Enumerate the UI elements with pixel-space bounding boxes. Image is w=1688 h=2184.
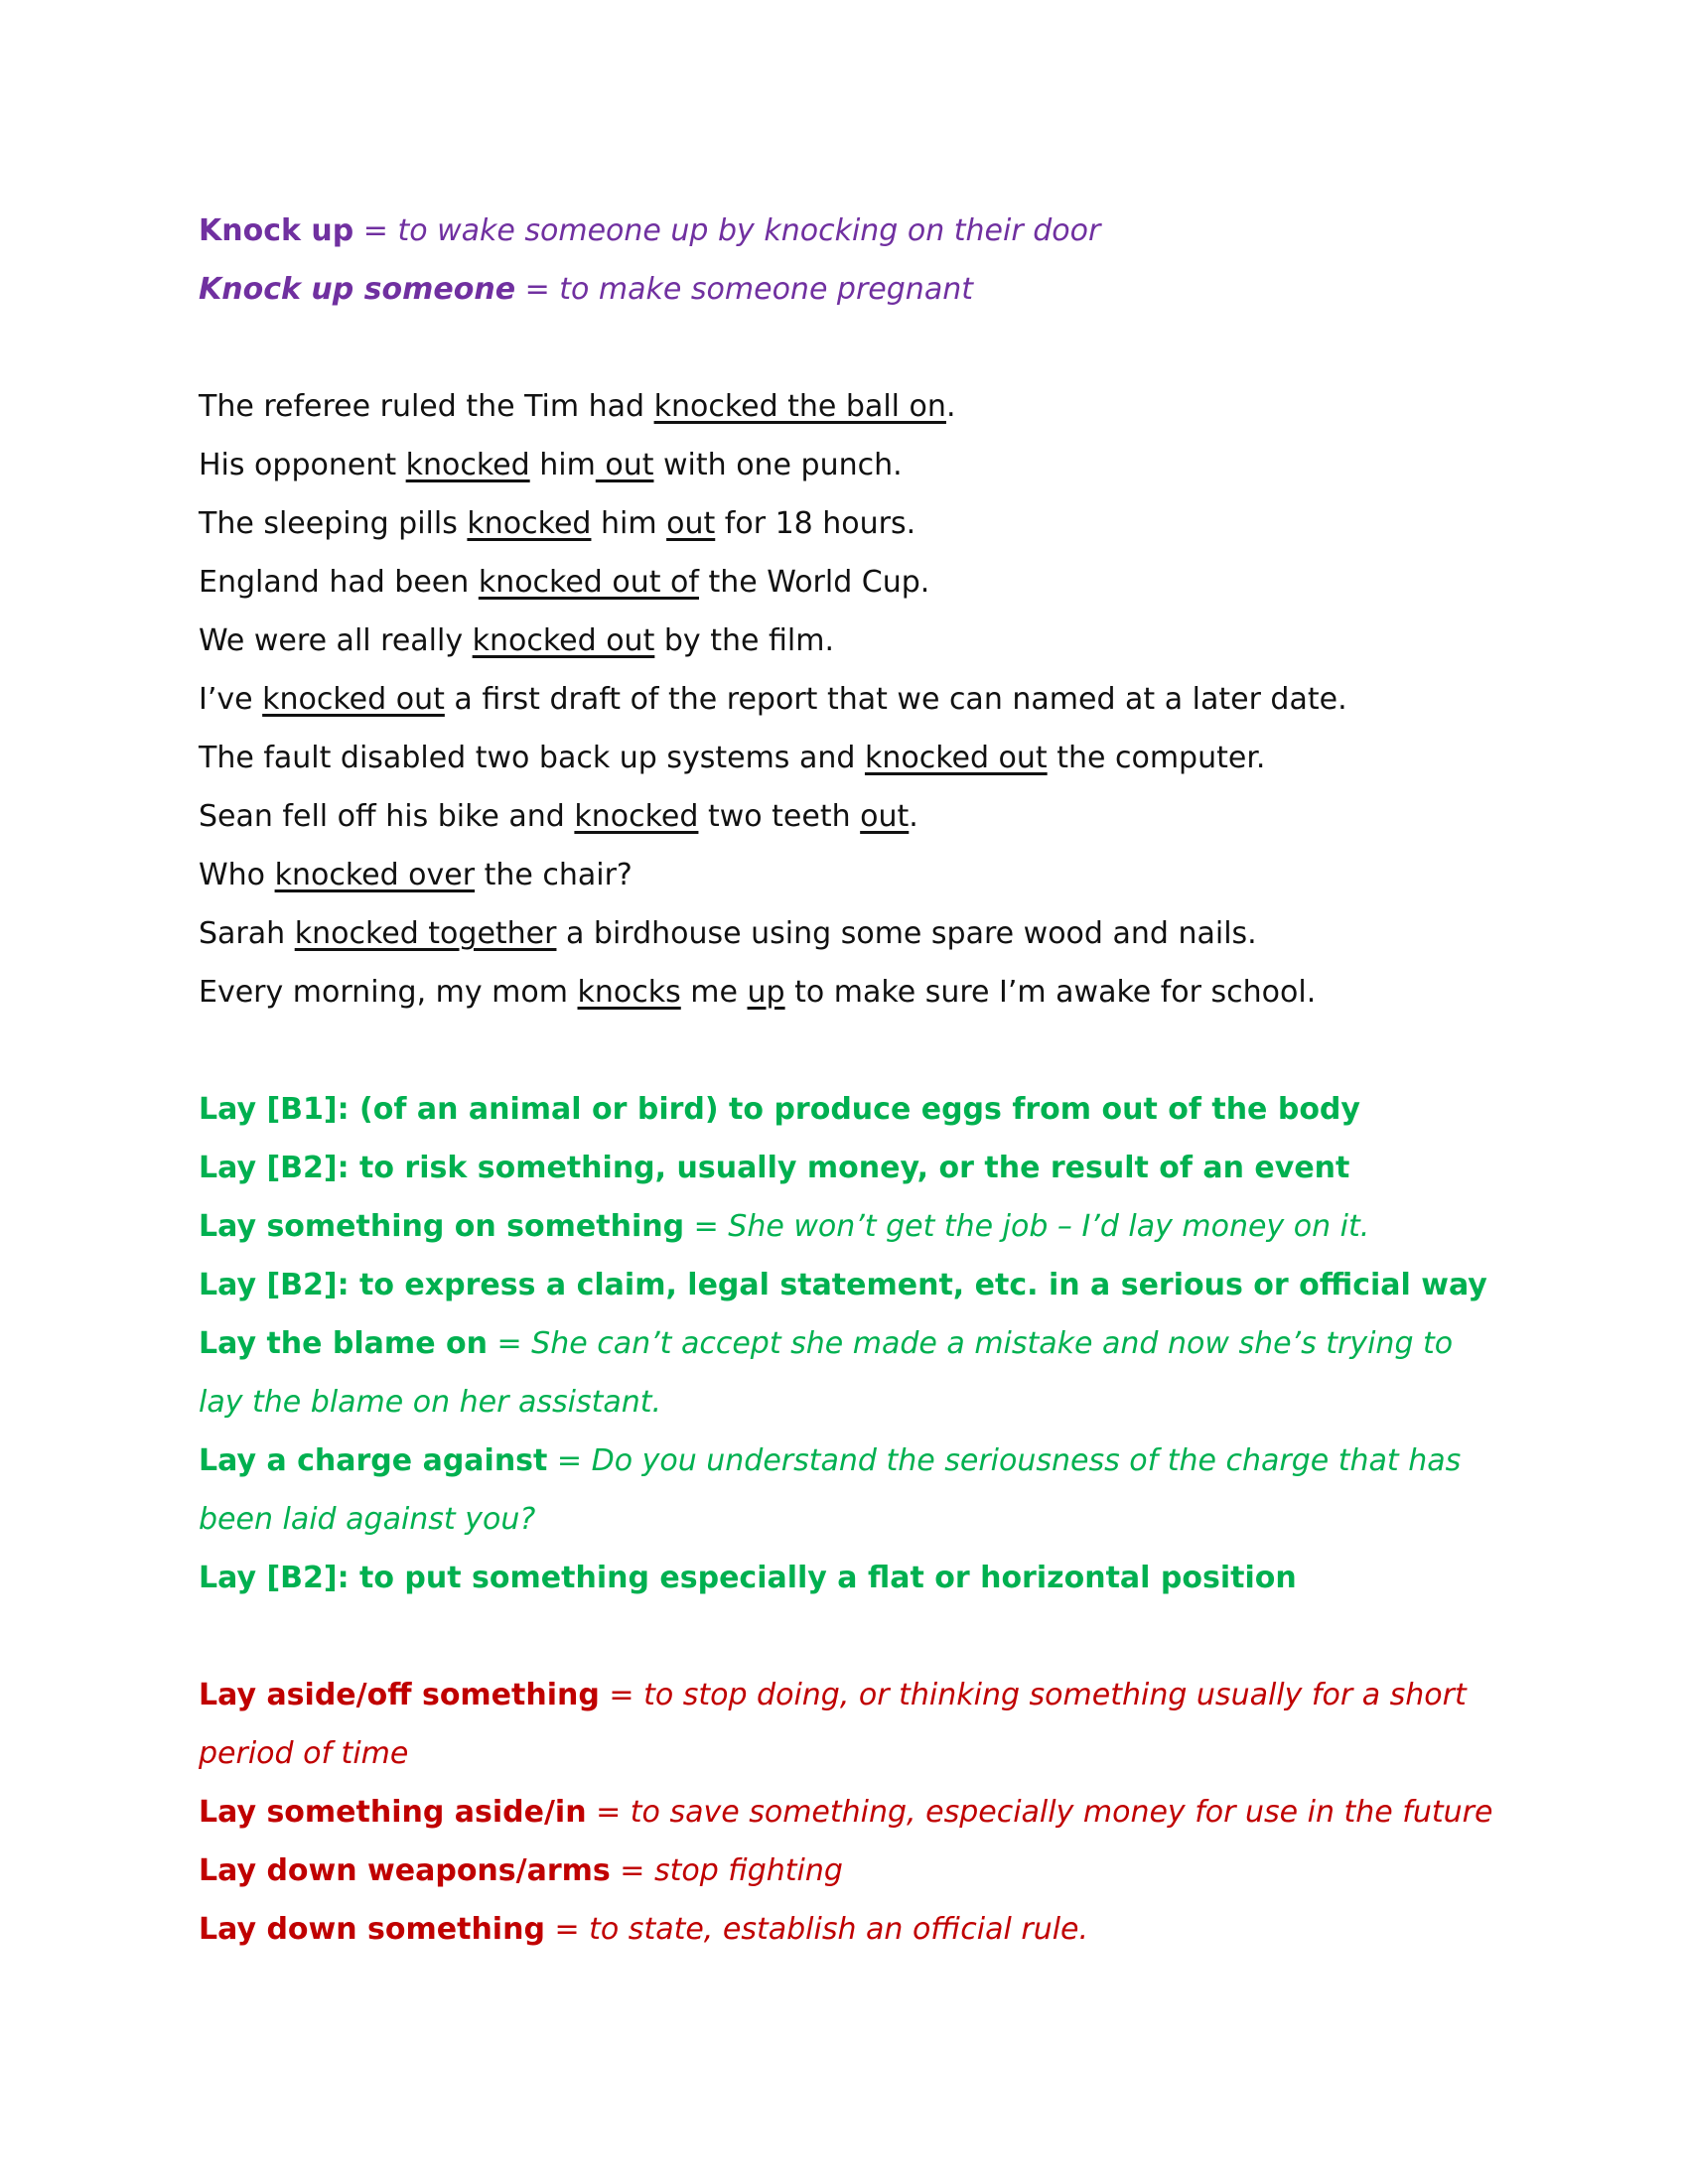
example-sentence: The sleeping pills knocked him out for 18 hours.: [199, 506, 916, 541]
example-sentence: Who knocked over the chair?: [199, 858, 633, 892]
lay-the-blame-on: Lay the blame on = She can’t accept she made a mistake and now she’s trying to lay the blame on her assistant.: [199, 1326, 1454, 1420]
phrasal-verb: knocked the ball on: [653, 389, 946, 424]
lay-meaning-b2-put: Lay [B2]: to put something especially a flat or horizontal position: [199, 1561, 1297, 1595]
term: Lay a charge against: [199, 1443, 548, 1478]
spacer: [199, 1022, 1489, 1080]
lay-something-on-something: Lay something on something = She won’t get the job – I’d lay money on it.: [199, 1209, 1370, 1244]
phrasal-verb: knocked: [467, 506, 592, 541]
phrasal-verb: knocked out: [864, 741, 1048, 775]
document-body: [199, 202, 1493, 1959]
definition: to state, establish an official rule.: [589, 1912, 1089, 1947]
phrasal-verb: knocked out of: [478, 565, 699, 600]
spacer: [199, 1607, 1489, 1666]
term: Lay down weapons/arms: [199, 1853, 611, 1888]
example-sentence: Sarah knocked together a birdhouse using some spare wood and nails.: [199, 916, 1257, 951]
example-sentence: We were all really knocked out by the film.: [199, 623, 834, 658]
example-sentence: England had been knocked out of the World Cup.: [199, 565, 930, 600]
phrasal-particle: out: [595, 448, 654, 482]
lay-meaning-b1: Lay [B1]: (of an animal or bird) to produce eggs from out of the body: [199, 1092, 1360, 1127]
definition: stop fighting: [653, 1853, 843, 1888]
lay-meaning-b2-claim: Lay [B2]: to express a claim, legal statement, etc. in a serious or official way: [199, 1268, 1487, 1302]
phrasal-verb: knocked: [574, 799, 699, 834]
example: She can’t accept she made a mistake and now she’s trying to lay the blame on her assistant.: [199, 1326, 1454, 1420]
phrasal-particle: out: [666, 506, 716, 541]
example: Do you understand the seriousness of the charge that has been laid against you?: [199, 1443, 1462, 1537]
definition: to make someone pregnant: [559, 272, 973, 307]
example-sentence: I’ve knocked out a first draft of the report that we can named at a later date.: [199, 682, 1347, 717]
example-sentence: Sean fell off his bike and knocked two teeth out.: [199, 799, 918, 834]
phrasal-verb: knocks: [577, 975, 681, 1010]
definition: to save something, especially money for use in the future: [630, 1795, 1493, 1830]
phrasal-verb: knocked over: [274, 858, 476, 892]
term: Lay the blame on: [199, 1326, 488, 1361]
definition: to stop doing, or thinking something usually for a short period of time: [199, 1678, 1467, 1771]
term: Lay down something: [199, 1912, 545, 1947]
term: Lay aside/off something: [199, 1678, 600, 1712]
term: Knock up someone: [199, 272, 516, 307]
phrasal-verb: knocked out: [472, 623, 655, 658]
knock-up-someone-definition: Knock up someone = to make someone pregnant: [199, 272, 973, 307]
term: Knock up: [199, 213, 354, 248]
phrasal-verb: knocked together: [294, 916, 557, 951]
lay-something-aside-in: Lay something aside/in = to save something, especially money for use in the future: [199, 1795, 1493, 1830]
lay-meaning-b2-risk: Lay [B2]: to risk something, usually money, or the result of an event: [199, 1151, 1350, 1185]
term: Lay something aside/in: [199, 1795, 587, 1830]
example-sentence: His opponent knocked him out with one punch.: [199, 448, 903, 482]
example-sentence: The fault disabled two back up systems and knocked out the computer.: [199, 741, 1266, 775]
spacer: [199, 319, 1489, 377]
example: She won’t get the job – I’d lay money on it.: [728, 1209, 1370, 1244]
lay-down-something: Lay down something = to state, establish an official rule.: [199, 1912, 1089, 1947]
phrasal-particle: out: [860, 799, 910, 834]
phrasal-verb: knocked out: [262, 682, 445, 717]
example-sentence: Every morning, my mom knocks me up to make sure I’m awake for school.: [199, 975, 1317, 1010]
example-sentence: The referee ruled the Tim had knocked the ball on.: [199, 389, 956, 424]
term: Lay something on something: [199, 1209, 685, 1244]
knock-up-definition: Knock up = to wake someone up by knocking on their door: [199, 213, 1101, 248]
lay-down-weapons-arms: Lay down weapons/arms = stop fighting: [199, 1853, 843, 1888]
phrasal-verb: knocked: [405, 448, 530, 482]
lay-a-charge-against: Lay a charge against = Do you understand the seriousness of the charge that has been laid against you?: [199, 1443, 1462, 1537]
phrasal-particle: up: [747, 975, 785, 1010]
lay-aside-off-something: Lay aside/off something = to stop doing, or thinking something usually for a short period of time: [199, 1678, 1467, 1771]
definition: to wake someone up by knocking on their door: [397, 213, 1101, 248]
